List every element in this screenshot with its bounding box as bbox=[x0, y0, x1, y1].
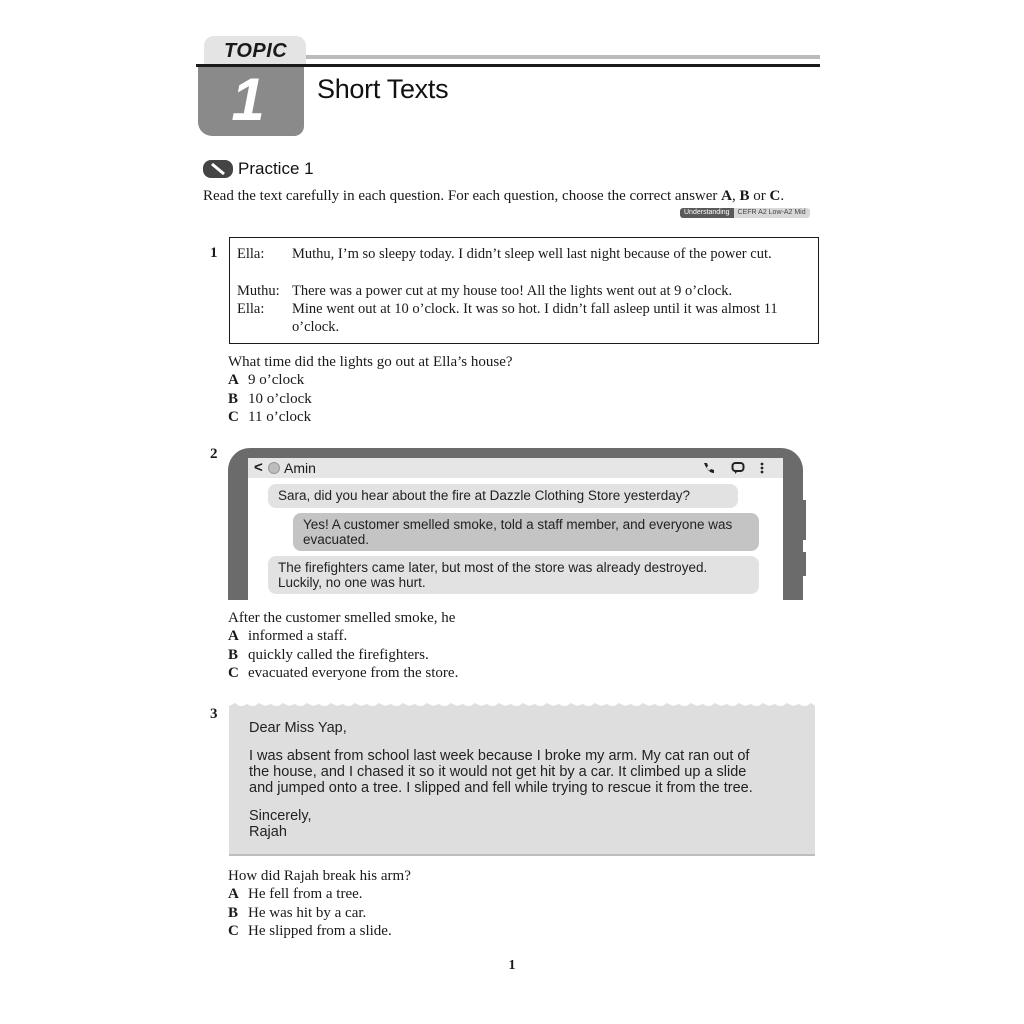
letter-body-line: and jumped onto a tree. I slipped and fell while trying to rescue it from the tree. bbox=[249, 780, 753, 796]
chat-icon bbox=[731, 461, 745, 475]
contact-name: Amin bbox=[284, 460, 316, 476]
answer-option[interactable]: C He slipped from a slide. bbox=[228, 923, 392, 939]
chat-message: The firefighters came later, but most of the store was already destroyed. Luckily, no one was hurt. bbox=[268, 556, 759, 594]
dialogue-text: Muthu, I’m so sleepy today. I didn’t sleep well last night because of the power cut. bbox=[292, 246, 772, 262]
question-number: 3 bbox=[210, 706, 218, 722]
question-text: After the customer smelled smoke, he bbox=[228, 610, 456, 626]
back-icon: < bbox=[254, 459, 263, 476]
instructions: Read the text carefully in each question. For each question, choose the correct answer A, B or C. bbox=[203, 188, 785, 204]
practice-heading: Practice 1 bbox=[238, 159, 314, 178]
phone-side-button bbox=[803, 500, 806, 540]
answer-option[interactable]: A 9 o’clock bbox=[228, 372, 305, 388]
page-number: 1 bbox=[508, 958, 516, 973]
answer-option[interactable]: B He was hit by a car. bbox=[228, 905, 367, 921]
skill-tag: Understanding bbox=[680, 208, 734, 218]
speaker: Ella: bbox=[237, 301, 265, 317]
topic-label: TOPIC bbox=[224, 40, 288, 62]
answer-option[interactable]: C evacuated everyone from the store. bbox=[228, 665, 459, 681]
speaker: Ella: bbox=[237, 246, 265, 262]
speaker: Muthu: bbox=[237, 283, 280, 299]
phone-icon bbox=[702, 461, 716, 475]
chat-message: Sara, did you hear about the fire at Dazzle Clothing Store yesterday? bbox=[268, 484, 738, 508]
question-number: 1 bbox=[210, 245, 218, 261]
level-tag: CEFR A2 Low-A2 Mid bbox=[734, 208, 810, 218]
answer-option[interactable]: C 11 o’clock bbox=[228, 409, 312, 425]
answer-option[interactable]: A He fell from a tree. bbox=[228, 886, 363, 902]
dialogue-line bbox=[237, 300, 812, 336]
question-text: What time did the lights go out at Ella’s house? bbox=[228, 354, 513, 370]
page-title: Short Texts bbox=[317, 74, 449, 104]
topic-number: 1 bbox=[231, 66, 265, 133]
skill-tags bbox=[680, 208, 810, 218]
dialogue-box bbox=[229, 237, 819, 344]
dialogue-text: Mine went out at 10 o’clock. It was so hot. I didn’t fall asleep until it was almost 11 o’clock. bbox=[292, 301, 778, 335]
pencil-icon bbox=[203, 160, 233, 178]
answer-option[interactable]: A informed a staff. bbox=[228, 628, 348, 644]
dialogue-text: There was a power cut at my house too! All the lights went out at 9 o’clock. bbox=[292, 283, 733, 299]
dialogue-line bbox=[237, 245, 812, 263]
letter-greeting: Dear Miss Yap, bbox=[249, 720, 347, 736]
letter-body-line: I was absent from school last week because I broke my arm. My cat ran out of bbox=[249, 748, 750, 764]
answer-option[interactable]: B 10 o’clock bbox=[228, 391, 312, 407]
question-text: How did Rajah break his arm? bbox=[228, 868, 411, 884]
letter-closing: Sincerely, bbox=[249, 808, 312, 824]
more-icon bbox=[758, 461, 766, 475]
avatar bbox=[268, 462, 280, 474]
dialogue-line bbox=[237, 282, 812, 300]
chat-message: Yes! A customer smelled smoke, told a staff member, and everyone was evacuated. bbox=[293, 513, 759, 551]
phone-side-button bbox=[803, 552, 806, 576]
header-rule-grey bbox=[306, 55, 820, 59]
answer-option[interactable]: B quickly called the firefighters. bbox=[228, 647, 429, 663]
letter-body-line: the house, and I chased it so it would not get hit by a car. It climbed up a slide bbox=[249, 764, 747, 780]
question-number: 2 bbox=[210, 446, 218, 462]
torn-edge bbox=[229, 702, 815, 710]
letter-signature: Rajah bbox=[249, 824, 287, 840]
